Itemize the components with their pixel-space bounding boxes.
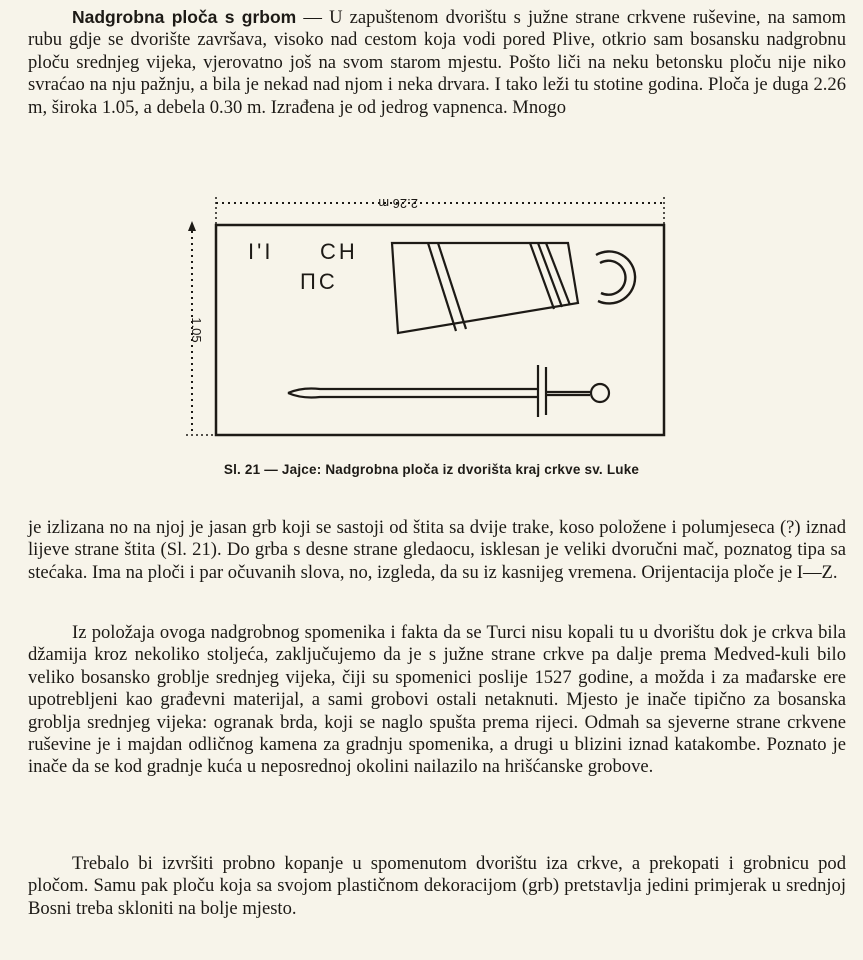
figure-caption: Sl. 21 — Jajce: Nadgrobna ploča iz dvorišta kraj crkve sv. Luke [223, 462, 640, 477]
inscription-line1-right: CH [320, 239, 358, 264]
width-label: 2.26 m [378, 196, 418, 211]
sword-icon [288, 365, 609, 417]
section-heading: Nadgrobna ploča s grbom [72, 7, 297, 27]
crescent-moon-icon [596, 251, 635, 303]
paragraph-3: Iz položaja ovoga nadgrobnog spomenika i fakta da se Turci nisu kopali tu u dvorištu dok je crkva bila džamija kroz nekoliko stoljeća, zaključujemo da je s južne strane crkve pa dalje prema Medved-kuli bilo veliko bosansko groblje srednjeg vijeka, čiji su spomenici poslije 1527 godine, a možda i za mađarske ere upotrebljeni kao građevni materijal, a sami grobovi ostali netaknuti. Mjesto je inače tipično za bosanska groblja srednjeg vijeka: ogranak brda, koji se naglo spušta prema rijeci. Odmah sa sjeverne strane crkvene ruševine je i majdan odličnog kamena za gradnju spomenika, a drugi u blizini iznad katakombe. Poznato je inače da se kod gradnje kuća u neposrednoj okolini nailazilo na hrišćanske grobove. [28, 622, 846, 778]
height-arrow-icon [188, 221, 196, 231]
inscription-line1-left: I'I [248, 239, 274, 264]
inscription-line2: ПC [300, 269, 338, 294]
tombstone-drawing [180, 185, 680, 455]
paragraph-1 [28, 6, 846, 119]
paragraph-1-text: — U zapuštenom dvorištu s južne strane crkvene ruševine, na samom rubu gdje se dvorište završava, visoko nad cestom koja vodi pored Plive, otkrio sam bosansku nadgrobnu ploču srednjeg vijeka, vjerovatno još na svom starom mjestu. Pošto liči na neku betonsku ploču nije niko svraćao na nju pažnju, a bila je nekad nad njom i neka drvara. I tako leži tu stotine godina. Ploča je duga 2.26 m, široka 1.05, a debela 0.30 m. Izrađena je od jedrog vapnenca. Mnogo [28, 7, 846, 118]
tombstone-figure [180, 185, 680, 455]
height-label: 1.05 [189, 317, 204, 343]
coat-of-arms-shield-icon [392, 243, 578, 333]
paragraph-2: je izlizana no na njoj je jasan grb koji se sastoji od štita sa dvije trake, koso položene i polumjeseca (?) iznad lijeve strane štita (Sl. 21). Do grba s desne strane gledaocu, isklesan je veliki dvoručni mač, poznatog tipa sa stećaka. Ima na ploči i par očuvanih slova, no, izgleda, da su iz kasnijeg vremena. Orijentacija ploče je I—Z. [28, 517, 846, 583]
paragraph-4: Trebalo bi izvršiti probno kopanje u spomenutom dvorištu iza crkve, a prekopati i grobnicu pod pločom. Samu pak ploču koja sa svojom plastičnom dekoracijom (grb) pretstavlja jedini primjerak u srednjoj Bosni treba skloniti na bolje mjesto. [28, 853, 846, 919]
slab-outline [216, 225, 664, 435]
